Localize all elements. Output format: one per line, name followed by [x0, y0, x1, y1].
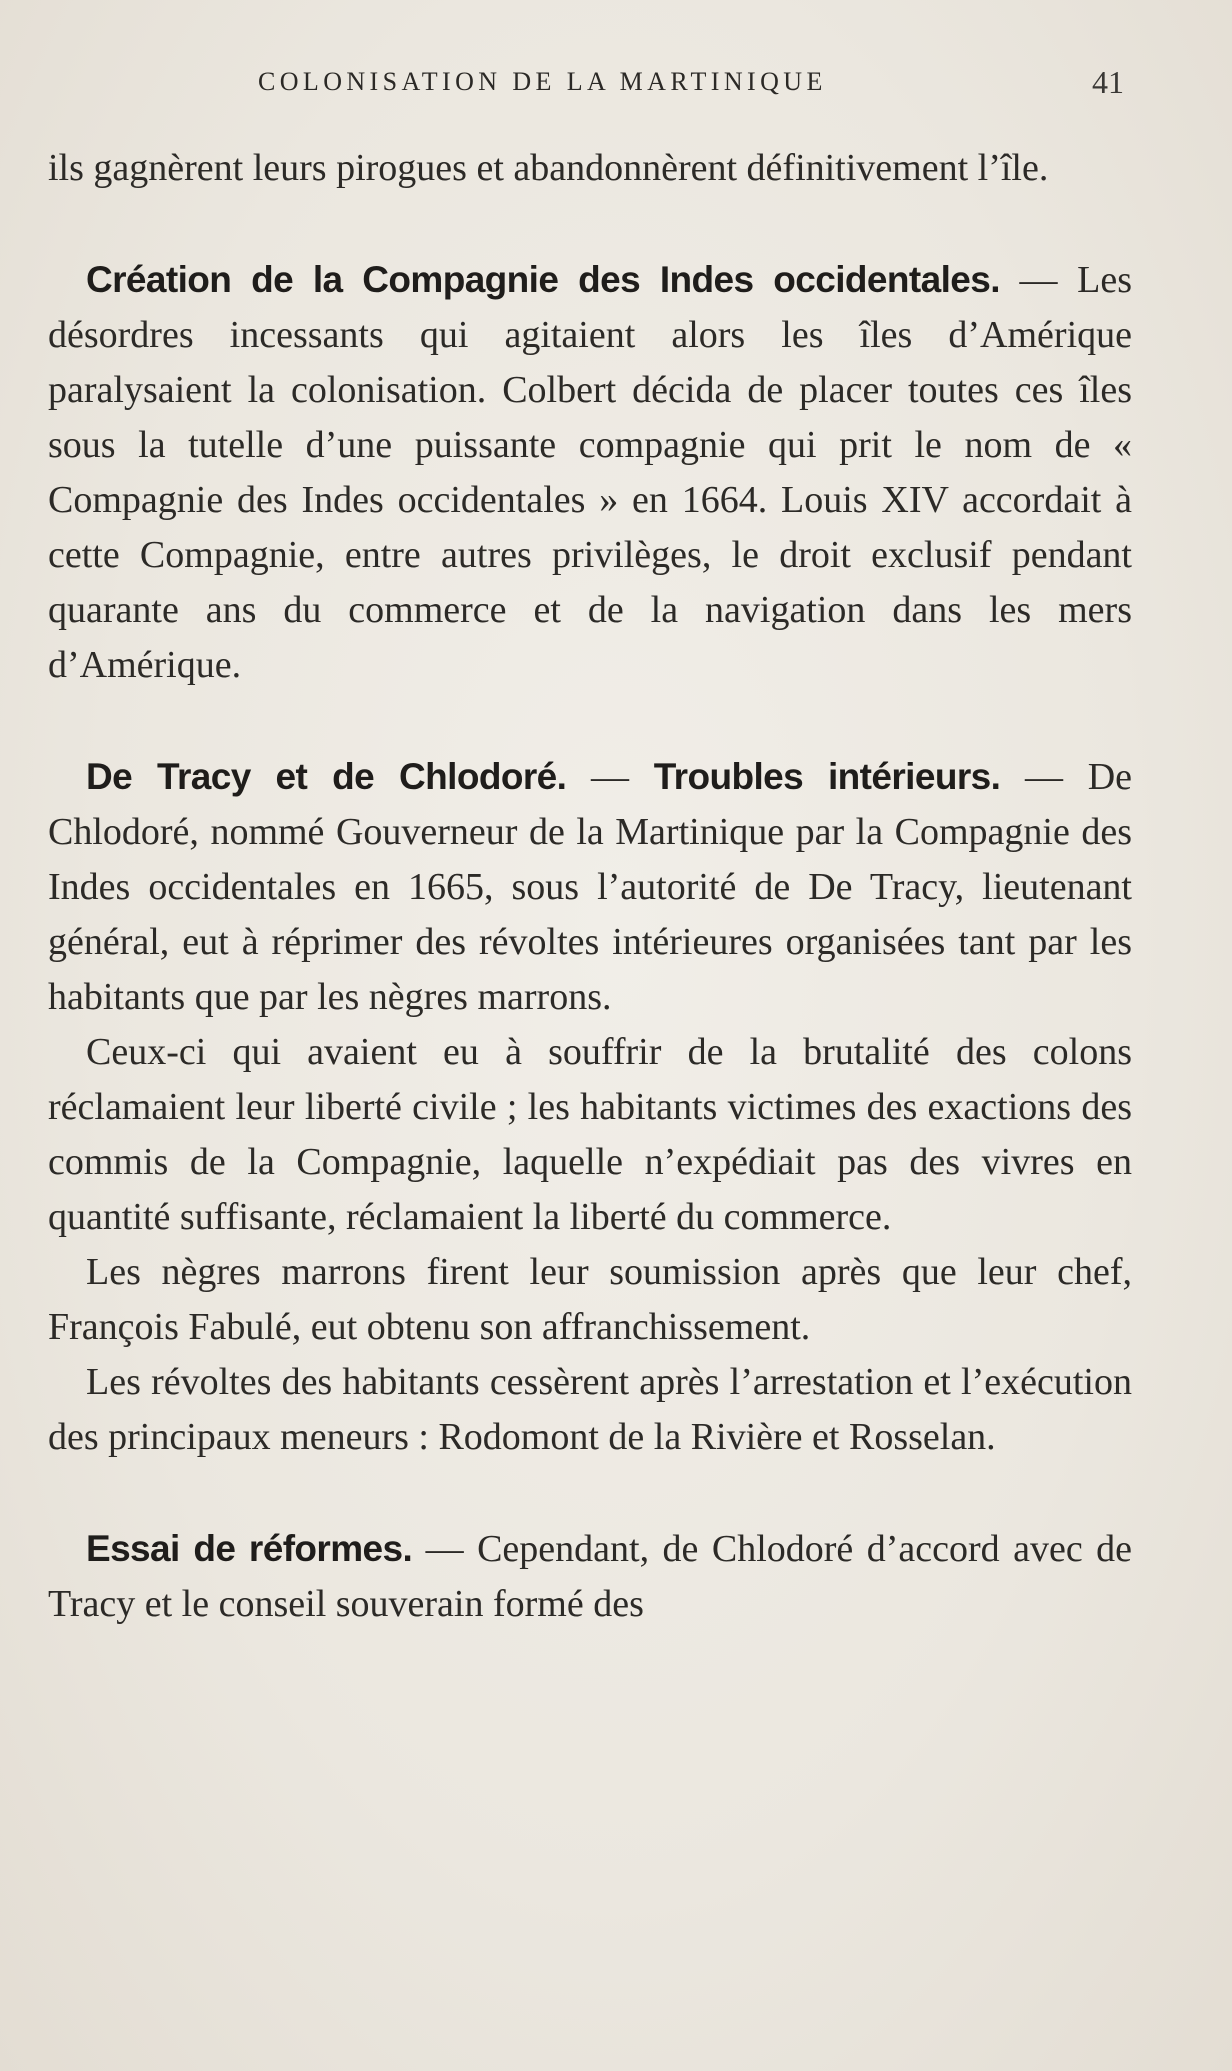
- paragraph-continuation: [48, 141, 1132, 196]
- paragraph-text: Cependant, de Chlodoré d’accord avec de Tracy et le conseil souverain formé des: [48, 1528, 1132, 1625]
- page-number: 41: [1092, 64, 1124, 100]
- em-dash: —: [412, 1528, 478, 1570]
- em-dash: —: [1000, 756, 1088, 798]
- body-text: [48, 141, 1132, 1632]
- section-heading: De Tracy et de Chlodoré.: [86, 756, 567, 797]
- paragraph-negres-marrons: [48, 1245, 1132, 1355]
- paragraph-text: ils gagnèrent leurs pirogues et abandonnèrent définitivement l’île.: [48, 147, 1049, 189]
- paragraph-text: Ceux-ci qui avaient eu à souffrir de la brutalité des colons réclamaient leur liberté civile ; les habitants victimes des exactions des commis de la Compagnie, laquelle n’expédiait pas des vivres en quantité suffisante, réclamaient la liberté du commerce.: [48, 1031, 1132, 1238]
- section-heading: Création de la Compagnie des Indes occidentales.: [86, 259, 1000, 300]
- paragraph-habitants: [48, 1355, 1132, 1465]
- paragraph-tracy-chlodore: [48, 749, 1132, 1025]
- paragraph-compagnie-indes: [48, 252, 1132, 693]
- paragraph-reformes: [48, 1521, 1132, 1632]
- paragraph-text: Les révoltes des habitants cessèrent après l’arrestation et l’exécution des principaux meneurs : Rodomont de la Rivière et Rosselan.: [48, 1361, 1132, 1458]
- em-dash: —: [566, 756, 654, 798]
- running-head: [0, 62, 1232, 102]
- running-title: COLONISATION DE LA MARTINIQUE: [258, 67, 827, 96]
- section-heading: Essai de réformes.: [86, 1528, 413, 1569]
- section-subheading: Troubles intérieurs.: [653, 756, 1001, 797]
- paragraph-text: De Chlodoré, nommé Gouverneur de la Martinique par la Compagnie des Indes occidentales en 1665, sous l’autorité de De Tracy, lieutenant général, eut à réprimer des révoltes intérieures organisées tant par les habitants que par les nègres marrons.: [48, 756, 1133, 1018]
- paragraph-revoltes: [48, 1025, 1132, 1245]
- paragraph-text: Les nègres marrons firent leur soumission après que leur chef, François Fabulé, eut obtenu son affranchissement.: [48, 1251, 1132, 1348]
- em-dash: —: [999, 259, 1078, 301]
- paragraph-text: Les désordres incessants qui agitaient alors les îles d’Amérique paralysaient la colonisation. Colbert décida de placer toutes ces îles sous la tutelle d’une puissante compagnie qui prit le nom de « Compagnie des Indes occidentales » en 1664. Louis XIV accordait à cette Compagnie, entre autres privilèges, le droit exclusif pendant quarante ans du commerce et de la navigation dans les mers d’Amérique.: [48, 259, 1133, 686]
